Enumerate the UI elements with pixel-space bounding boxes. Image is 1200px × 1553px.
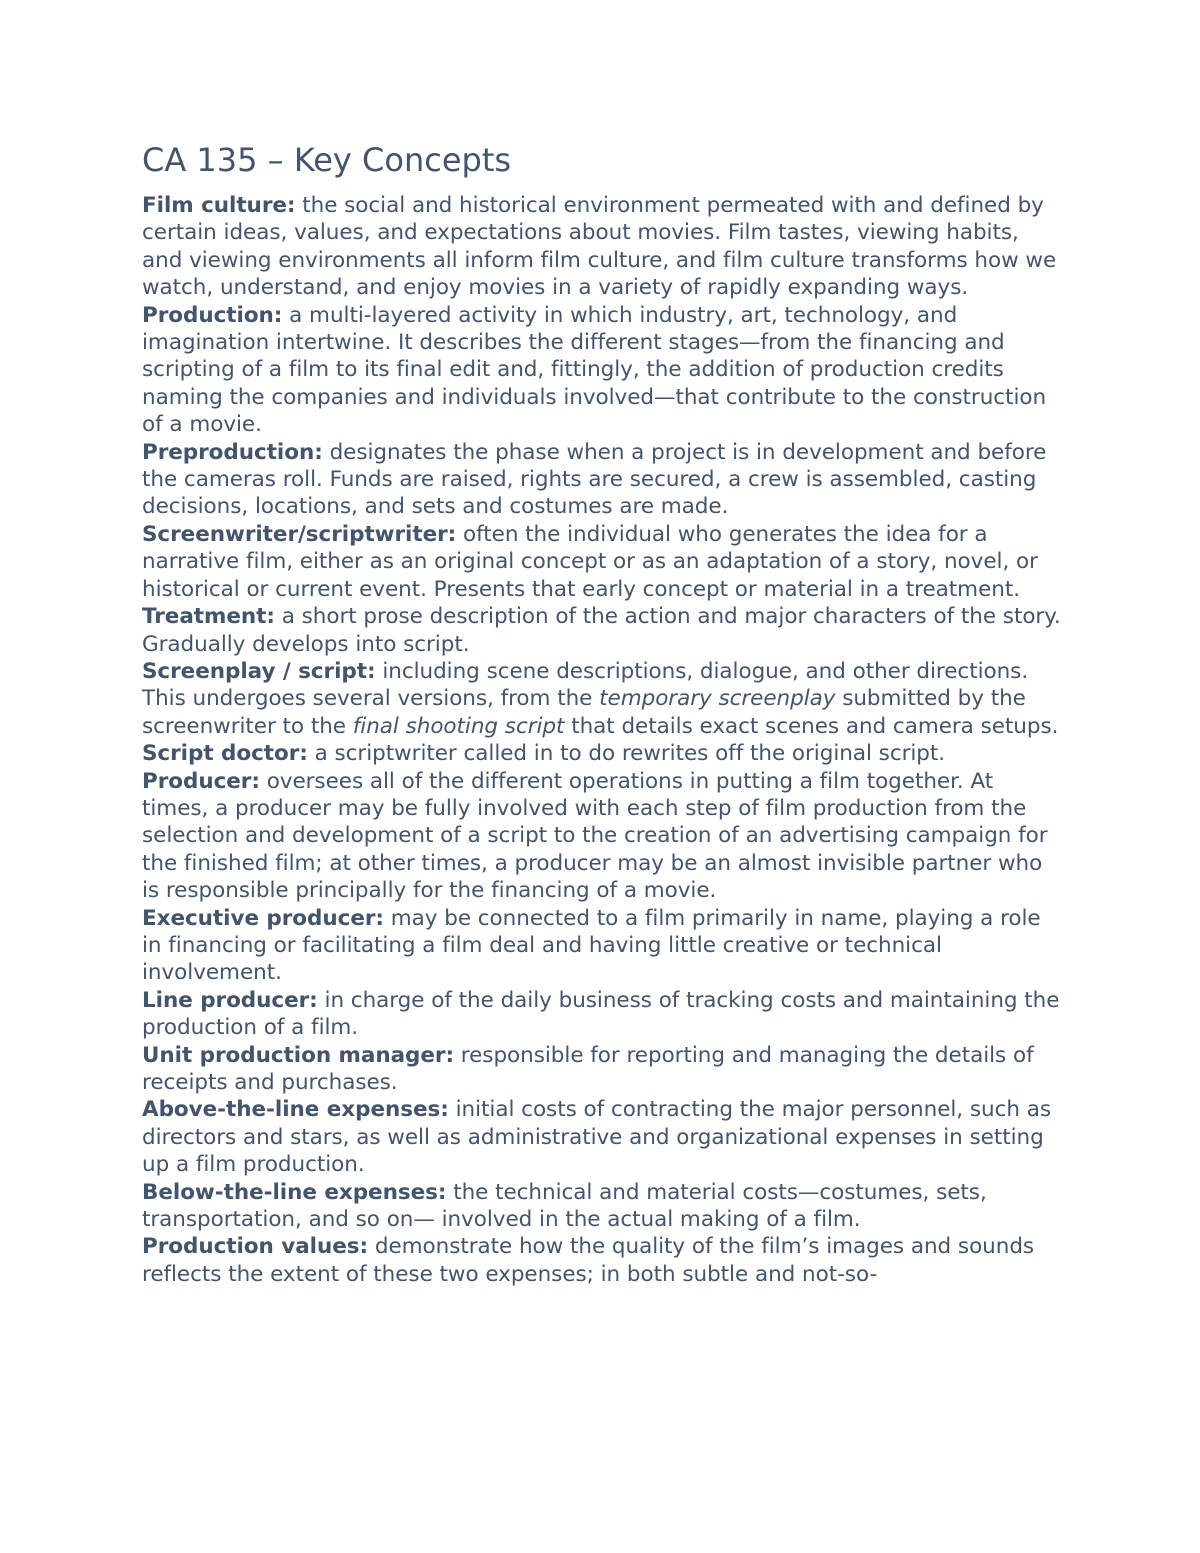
concept-definition-emphasis: final shooting script bbox=[352, 713, 565, 739]
concept-term: Treatment: bbox=[142, 604, 275, 630]
concept-producer bbox=[142, 768, 1062, 905]
concept-definition: oversees all of the different operations in putting a film together. At times, a producer may be fully involved with each step of film production from the selection and development of a script to the creation of an advertising campaign for the finished film; at other times, a producer may be an almost invisible partner who is responsible principally for the financing of a movie. bbox=[142, 768, 1048, 904]
concept-definition: the social and historical environment permeated with and defined by certain ideas, values, and expectations about movies. Film tastes, viewing habits, and viewing environments all inform film culture, and film culture transforms how we watch, understand, and enjoy movies in a variety of rapidly expanding ways. bbox=[142, 193, 1057, 301]
concept-term: Line producer: bbox=[142, 987, 318, 1013]
concept-definition: initial costs of contracting the major personnel, such as directors and stars, as well as administrative and organizational expenses in setting up a film production. bbox=[142, 1097, 1052, 1178]
concept-production-values bbox=[142, 1233, 1062, 1288]
concept-term: Executive producer: bbox=[142, 905, 384, 931]
document-page bbox=[142, 138, 1062, 1288]
concept-term: Screenplay / script: bbox=[142, 658, 376, 684]
concept-definition: a short prose description of the action and major characters of the story. Gradually develops into script. bbox=[142, 604, 1061, 657]
concept-definition: including scene descriptions, dialogue, and other directions. This undergoes several versions, from the bbox=[142, 658, 1029, 712]
concept-term: Preproduction: bbox=[142, 439, 323, 465]
concept-above-the-line bbox=[142, 1096, 1062, 1178]
concept-preproduction bbox=[142, 439, 1062, 521]
concept-term: Unit production manager: bbox=[142, 1042, 455, 1068]
concept-definition: often the individual who generates the idea for a narrative film, either as an original concept or as an adaptation of a story, novel, or historical or current event. Presents that early concept or material in a treatment. bbox=[142, 521, 1038, 602]
concept-definition: the technical and material costs—costumes, sets, transportation, and so on— involved in the actual making of a film. bbox=[142, 1179, 987, 1233]
concept-definition: a scriptwriter called in to do rewrites off the original script. bbox=[307, 741, 946, 767]
concept-term: Below-the-line expenses: bbox=[142, 1179, 447, 1205]
concept-screenplay bbox=[142, 658, 1062, 740]
concept-term: Film culture: bbox=[142, 193, 296, 218]
concept-film-culture bbox=[142, 192, 1062, 302]
concept-list bbox=[142, 192, 1062, 1288]
concept-executive-producer bbox=[142, 905, 1062, 987]
concept-definition: submitted by the screenwriter to the bbox=[142, 686, 1026, 739]
concept-script-doctor bbox=[142, 740, 1062, 767]
concept-term: Above-the-line expenses: bbox=[142, 1097, 449, 1123]
concept-screenwriter bbox=[142, 521, 1062, 603]
concept-definition-emphasis: temporary screenplay bbox=[599, 686, 836, 712]
concept-term: Production values: bbox=[142, 1234, 369, 1260]
concept-definition: in charge of the daily business of tracking costs and maintaining the production of a film. bbox=[142, 987, 1060, 1041]
concept-term: Production: bbox=[142, 302, 283, 328]
concept-definition: that details exact scenes and camera setups. bbox=[564, 713, 1059, 739]
concept-term: Script doctor: bbox=[142, 741, 308, 767]
concept-below-the-line bbox=[142, 1179, 1062, 1234]
concept-definition: responsible for reporting and managing the details of receipts and purchases. bbox=[142, 1042, 1034, 1095]
concept-definition: may be connected to a film primarily in name, playing a role in financing or facilitating a film deal and having little creative or technical involvement. bbox=[142, 905, 1041, 986]
concept-production bbox=[142, 302, 1062, 439]
concept-line-producer bbox=[142, 987, 1062, 1042]
document-title: CA 135 – Key Concepts bbox=[142, 141, 512, 179]
concept-definition: a multi-layered activity in which industry, art, technology, and imagination intertwine. It describes the different stages—from the financing and scripting of a film to its final edit and, fittingly, the addition of production credits naming the companies and individuals involved—that contribute to the construction of a movie. bbox=[142, 302, 1047, 438]
concept-term: Screenwriter/scriptwriter: bbox=[142, 521, 457, 547]
concept-treatment bbox=[142, 603, 1062, 658]
concept-term: Producer: bbox=[142, 768, 260, 794]
concept-definition: demonstrate how the quality of the film’s images and sounds reflects the extent of these two expenses; in both subtle and not-so- bbox=[142, 1234, 1035, 1287]
concept-unit-production-manager bbox=[142, 1042, 1062, 1097]
concept-definition: designates the phase when a project is in development and before the cameras roll. Funds are raised, rights are secured, a crew is assembled, casting decisions, locations, and sets and costumes are made. bbox=[142, 439, 1047, 520]
